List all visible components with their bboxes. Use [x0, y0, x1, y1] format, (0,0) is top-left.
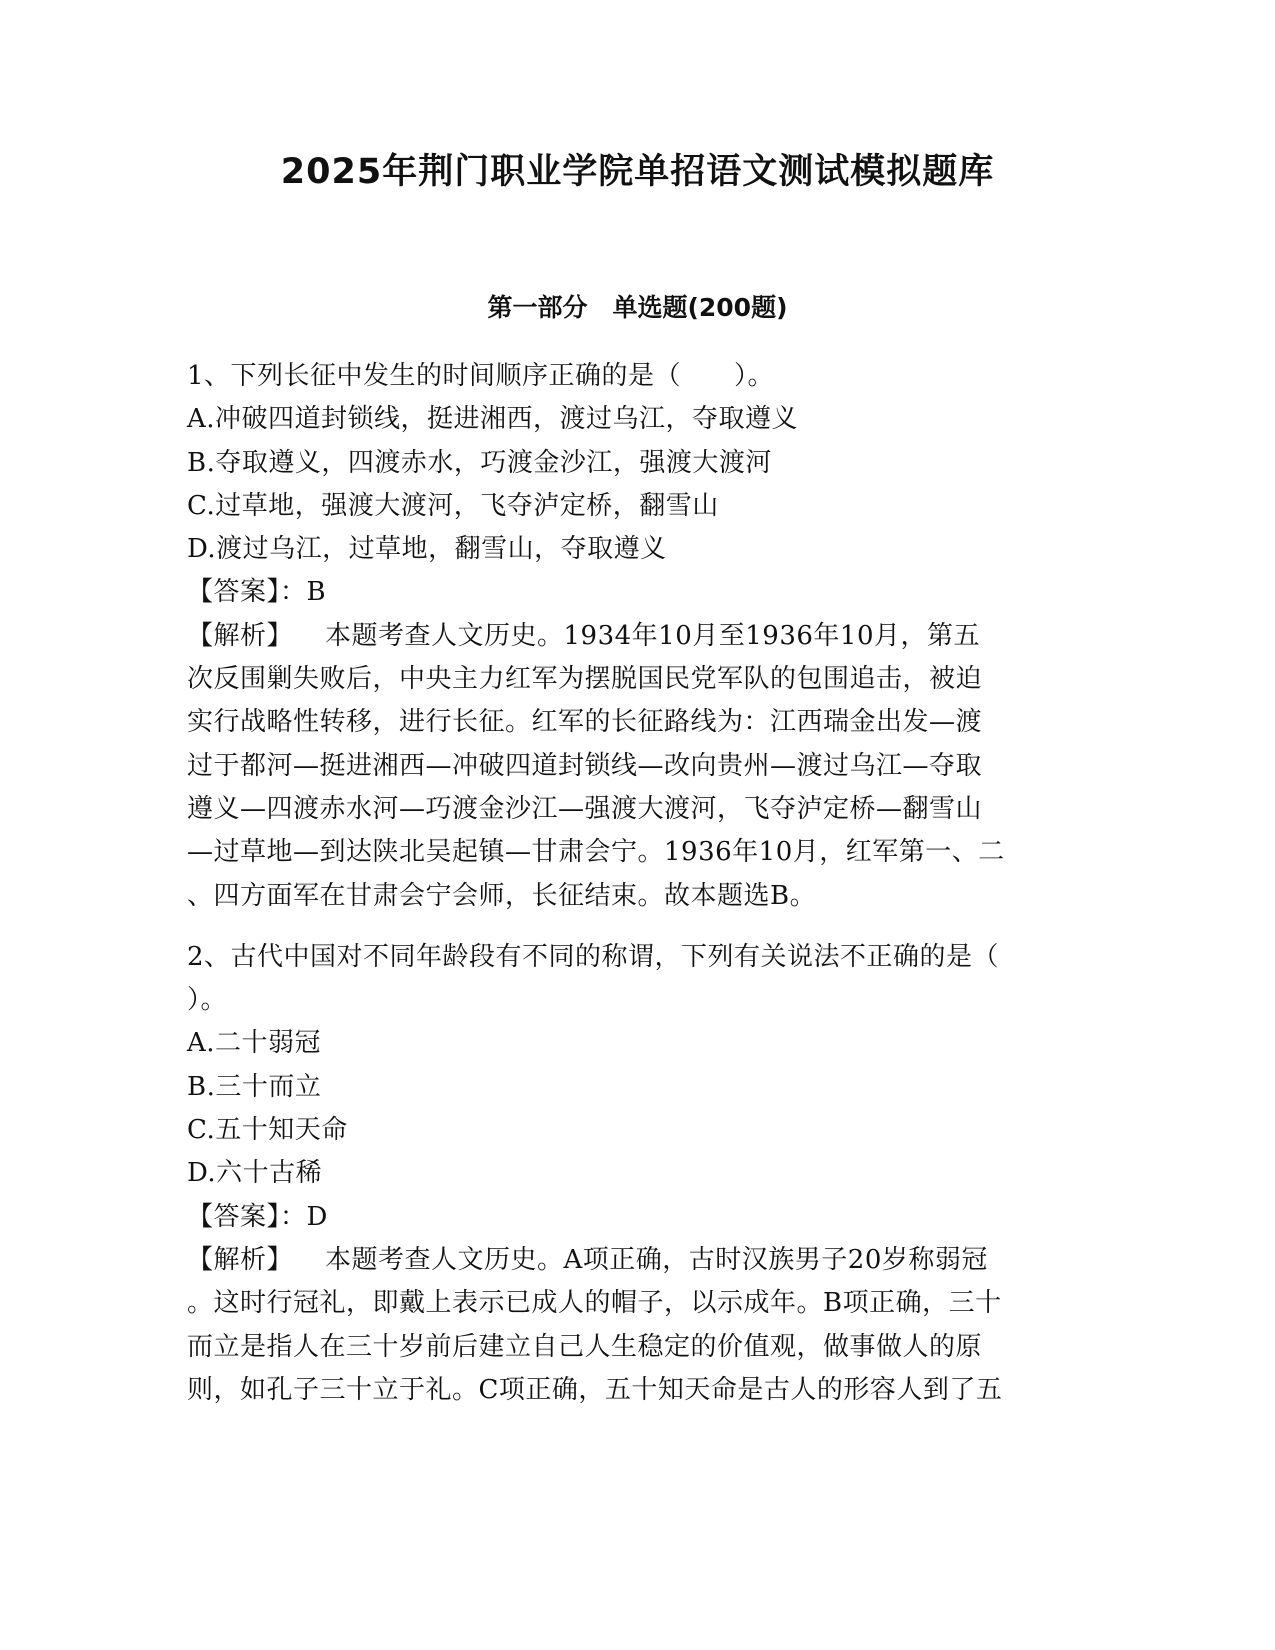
answer-value: D	[306, 1201, 328, 1232]
analysis-text: 本题考查人文历史。1934年10月至1936年10月，第五	[325, 620, 981, 651]
answer-value: B	[306, 577, 327, 608]
question-stem: ）。	[187, 985, 228, 1016]
analysis-text: 、四方面军在甘肃会宁会师，长征结束。故本题选B。	[187, 880, 817, 911]
option-a: A.冲破四道封锁线，挺进湘西，渡过乌江，夺取遵义	[187, 404, 799, 435]
analysis-label: 【解析】	[187, 620, 294, 651]
section-title: 第一部分 单选题(200题)	[487, 293, 788, 322]
question-stem: 1、下列长征中发生的时间顺序正确的是（ ）。	[187, 361, 775, 391]
analysis-line	[187, 615, 1092, 658]
analysis-text: 。这时行冠礼，即戴上表示已成人的帽子，以示成年。B项正确，三十	[187, 1288, 1002, 1319]
answer-line	[187, 571, 1092, 614]
analysis-text: 则，如孔子三十立于礼。C项正确，五十知天命是古人的形容人到了五	[187, 1374, 1003, 1405]
analysis-label: 【解析】	[187, 1244, 294, 1275]
question-list	[187, 355, 1092, 1412]
analysis-text: 本题考查人文历史。A项正确，古时汉族男子20岁称弱冠	[325, 1244, 988, 1275]
option-b: B.夺取遵义，四渡赤水，巧渡金沙江，强渡大渡河	[187, 447, 772, 478]
option-c: C.过草地，强渡大渡河，飞夺泸定桥，翻雪山	[187, 490, 719, 521]
question-2	[187, 936, 1092, 1412]
analysis-line	[187, 1239, 1092, 1282]
answer-line	[187, 1196, 1092, 1239]
analysis-text: 遵义—四渡赤水河—巧渡金沙江—强渡大渡河，飞夺泸定桥—翻雪山	[187, 793, 983, 824]
document-title: 2025年荆门职业学院单招语文测试模拟题库	[280, 152, 995, 192]
question-stem: 2、古代中国对不同年龄段有不同的称谓，下列有关说法不正确的是（	[187, 941, 1000, 972]
option-d: D.六十古稀	[187, 1158, 323, 1189]
option-d: D.渡过乌江，过草地，翻雪山，夺取遵义	[187, 534, 667, 565]
analysis-text: 过于都河—挺进湘西—冲破四道封锁线—改向贵州—渡过乌江—夺取	[187, 750, 983, 781]
question-1	[187, 355, 1092, 918]
analysis-text: 次反围剿失败后，中央主力红军为摆脱国民党军队的包围追击，被迫	[187, 664, 983, 695]
answer-label: 【答案】：	[187, 1201, 307, 1232]
analysis-text: —过草地—到达陕北吴起镇—甘肃会宁。1936年10月，红军第一、二	[187, 837, 1005, 868]
answer-label: 【答案】：	[187, 577, 307, 608]
analysis-text: 而立是指人在三十岁前后建立自己人生稳定的价值观，做事做人的原	[187, 1331, 983, 1362]
analysis-text: 实行战略性转移，进行长征。红军的长征路线为：江西瑞金出发—渡	[187, 707, 983, 738]
option-a: A.二十弱冠	[187, 1028, 322, 1059]
option-b: B.三十而立	[187, 1071, 322, 1102]
option-c: C.五十知天命	[187, 1115, 348, 1146]
